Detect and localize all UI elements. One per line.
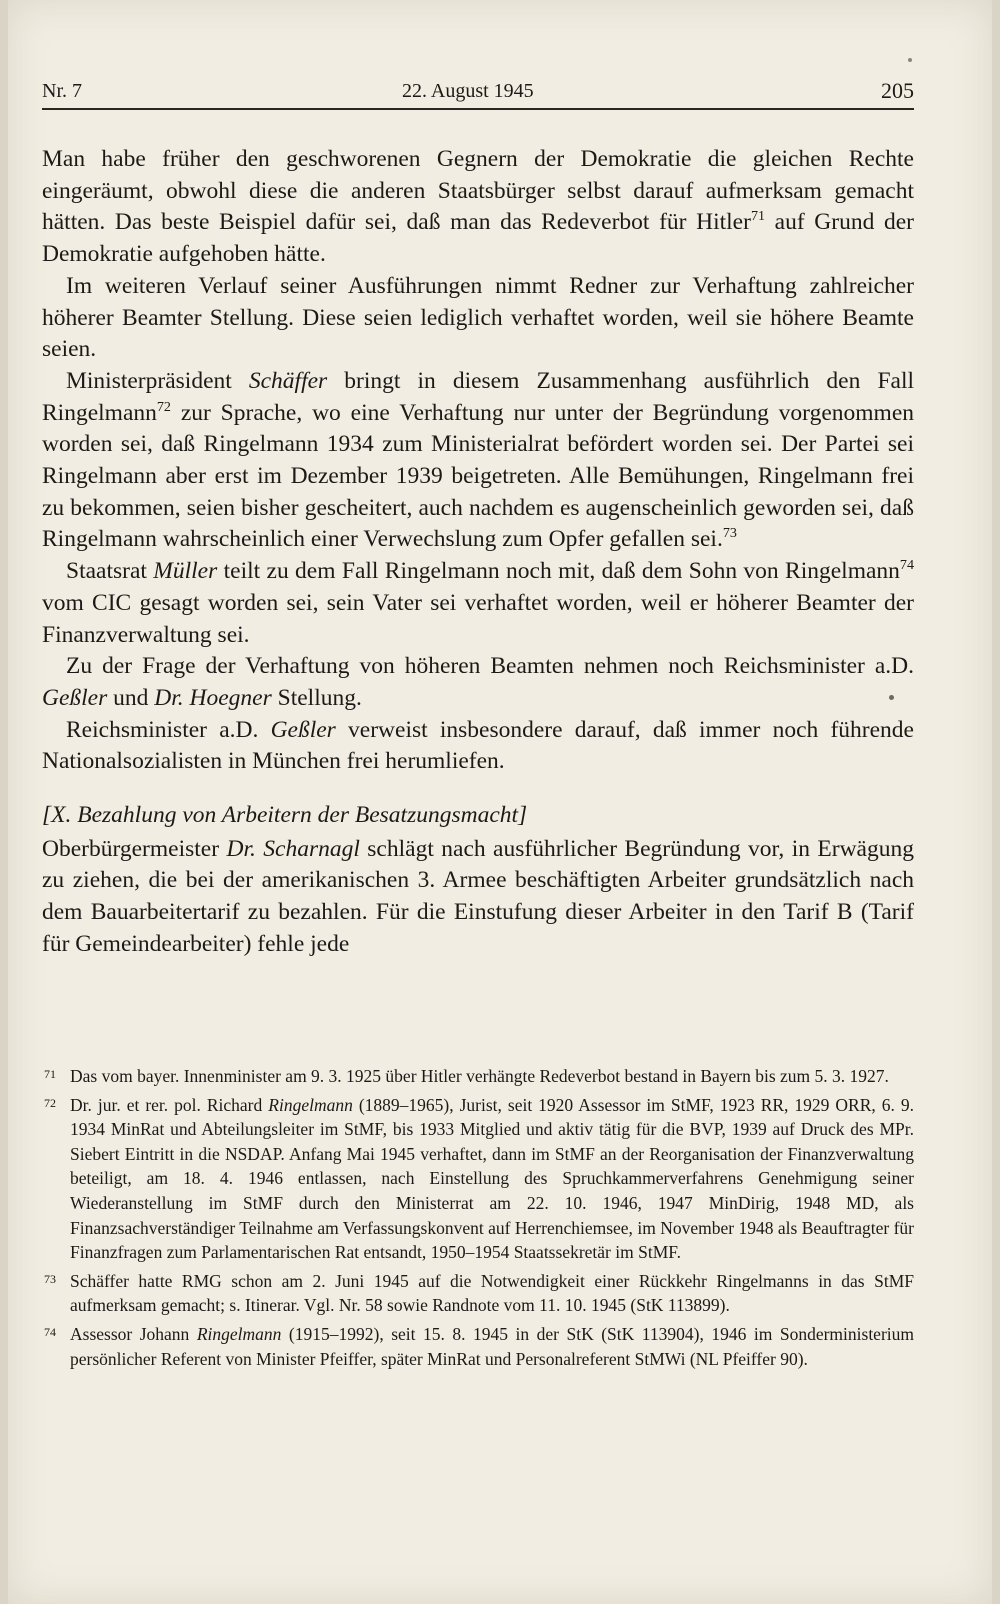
footnote-ref[interactable]: 72 xyxy=(156,398,171,415)
footnote-74 xyxy=(42,1322,914,1371)
section-heading: [X. Bezahlung von Arbeitern der Besatzungsmacht] xyxy=(42,802,528,829)
text-run: Reichsminister a.D. xyxy=(66,716,271,743)
text-run: auf Grund der Demokratie aufgehoben hätte. xyxy=(42,209,914,268)
footnote-text: Das vom bayer. Innenminister am 9. 3. 1925 über Hitler verhängte Redeverbot bestand in Bayern bis zum 5. 3. 1927. xyxy=(70,1066,889,1086)
footnote-text: (1915–1992), seit 15. 8. 1945 in der StK (StK 113904), 1946 im Sonderministerium persönlicher Referent von Minister Pfeiffer, später MinRat und Personalreferent StMWi (NL Pfeiffer 90). xyxy=(70,1323,915,1369)
person-name: Ringelmann xyxy=(196,1323,282,1344)
paragraph xyxy=(42,366,914,556)
footnote-text: Schäffer hatte RMG schon am 2. Juni 1945 auf die Notwendigkeit einer Rückkehr Ringelmanns in das StMF aufmerksam gemacht; s. Itinerar. Vgl. Nr. 58 sowie Randnote vom 11. 10. 1945 (StK 113899). xyxy=(70,1270,914,1316)
text-run: Ministerpräsident xyxy=(66,367,249,394)
text-run: Stellung. xyxy=(271,684,362,711)
speaker-name: Geßler xyxy=(42,684,108,711)
text-run: verweist insbesondere darauf, daß immer noch führende Nationalsozialisten in München frei herumliefen. xyxy=(42,716,914,775)
footnote-number: 73 xyxy=(44,1271,56,1286)
text-run: Zu der Frage der Verhaftung von höheren Beamten nehmen noch Reichsminister a.D. xyxy=(66,653,914,680)
ink-speck xyxy=(908,58,912,62)
footnotes xyxy=(42,1064,914,1375)
footnote-number: 71 xyxy=(44,1067,56,1081)
book-page xyxy=(8,0,992,1604)
text-run: Staatsrat xyxy=(66,558,154,585)
footnote-71 xyxy=(42,1064,914,1089)
footnote-text: (1889–1965), Jurist, seit 1920 Assessor im StMF, 1923 RR, 1929 ORR, 6. 9. 1934 MinRat und Abteilungsleiter im StMF, bis 1933 Mitglied und aktiv tätig für die BVP, 1939 auf Druck des MPr. Siebert Eintritt in die NSDAP. Anfang Mai 1945 verhaftet, dann im StMF an der Reorganisation der Finanzverwaltung beteiligt, am 18. 4. 1946 entlassen, nach Einstellung des Spruchkammerverfahrens Genehmigung seiner Wiederanstellung im StMF durch den Ministerrat am 22. 10. 1946, 1947 MinDirig, 1948 MD, als Finanzsachverständiger Teilnahme am Verfassungskonvent auf Herrenchiemsee, im November 1948 als Beauftragter für Finanzfragen zum Parlamentarischen Rat entsandt, 1950–1954 Staatssekretär im StMF. xyxy=(70,1094,914,1263)
footnote-number: 74 xyxy=(44,1324,56,1339)
speaker-name: Dr. Hoegner xyxy=(154,684,272,711)
paragraph xyxy=(42,651,914,714)
footnote-ref[interactable]: 71 xyxy=(750,208,766,225)
paragraph xyxy=(42,715,914,778)
speaker-name: Müller xyxy=(153,558,218,585)
footnote-text: Dr. jur. et rer. pol. Richard xyxy=(70,1094,269,1115)
footnote-text: Assessor Johann xyxy=(70,1323,197,1344)
text-run: vom CIC gesagt worden sei, sein Vater sei verhaftet worden, weil er höherer Beamter der Finanzverwaltung sei. xyxy=(42,589,914,648)
paragraph: Im weiteren Verlauf seiner Ausführungen nimmt Redner zur Verhaftung zahlreicher höherer Beamter Stellung. Diese seien lediglich verhaftet worden, weil sie höhere Beamte seien. xyxy=(42,272,914,363)
page-number: 205 xyxy=(881,78,914,103)
paragraph xyxy=(42,144,914,271)
text-run: und xyxy=(107,684,155,711)
speaker-name: Geßler xyxy=(270,716,336,743)
text-run: zur Sprache, wo eine Verhaftung nur unter der Begründung vorgenommen worden sei, daß Ringelmann 1934 zum Ministerialrat befördert worden sei. Der Partei sei Ringelmann aber erst im Dezember 1939 beigetreten. Alle Bemühungen, Ringelmann frei zu bekommen, seien bisher gescheitert, auch nachdem es augenscheinlich geworden sei, daß Ringelmann wahrscheinlich einer Verwechslung zum Opfer gefallen sei. xyxy=(42,399,914,553)
speaker-name: Dr. Scharnagl xyxy=(226,835,360,862)
footnote-number: 72 xyxy=(44,1095,56,1110)
person-name: Ringelmann xyxy=(268,1094,353,1115)
speaker-name: Schäffer xyxy=(248,367,328,394)
footnote-ref[interactable]: 73 xyxy=(722,525,737,542)
paragraph xyxy=(42,556,914,651)
footnote-73 xyxy=(42,1269,914,1318)
text-run: Man habe früher den geschworenen Gegnern der Demokratie die gleichen Rechte eingeräumt, obwohl diese die anderen Staatsbürger selbst darauf aufmerksam gemacht hätten. Das beste Beispiel dafür sei, daß man das Redeverbot für Hitler xyxy=(42,146,914,236)
header-rule xyxy=(42,108,914,110)
running-header xyxy=(42,76,914,106)
footnote-ref[interactable]: 74 xyxy=(899,557,914,574)
footnote-72 xyxy=(42,1093,914,1265)
text-run: schlägt nach ausführlicher Begründung vor, in Erwägung zu ziehen, die bei der amerikanischen 3. Armee beschäftigten Arbeiter grundsätzlich nach dem Bauarbeitertarif zu bezahlen. Für die Einstufung dieser Arbeiter in den Tarif B (Tarif für Gemeindearbeiter) fehle jede xyxy=(42,835,914,957)
header-date: 22. August 1945 xyxy=(402,80,534,102)
issue-number: Nr. 7 xyxy=(42,80,82,102)
paragraph xyxy=(42,834,914,961)
text-run: teilt zu dem Fall Ringelmann noch mit, daß dem Sohn von Ringelmann xyxy=(217,558,900,585)
text-run: Oberbürgermeister xyxy=(42,835,227,862)
main-text xyxy=(42,144,914,961)
text-run: bringt in diesem Zusammenhang ausführlich den Fall Ringelmann xyxy=(42,367,915,426)
